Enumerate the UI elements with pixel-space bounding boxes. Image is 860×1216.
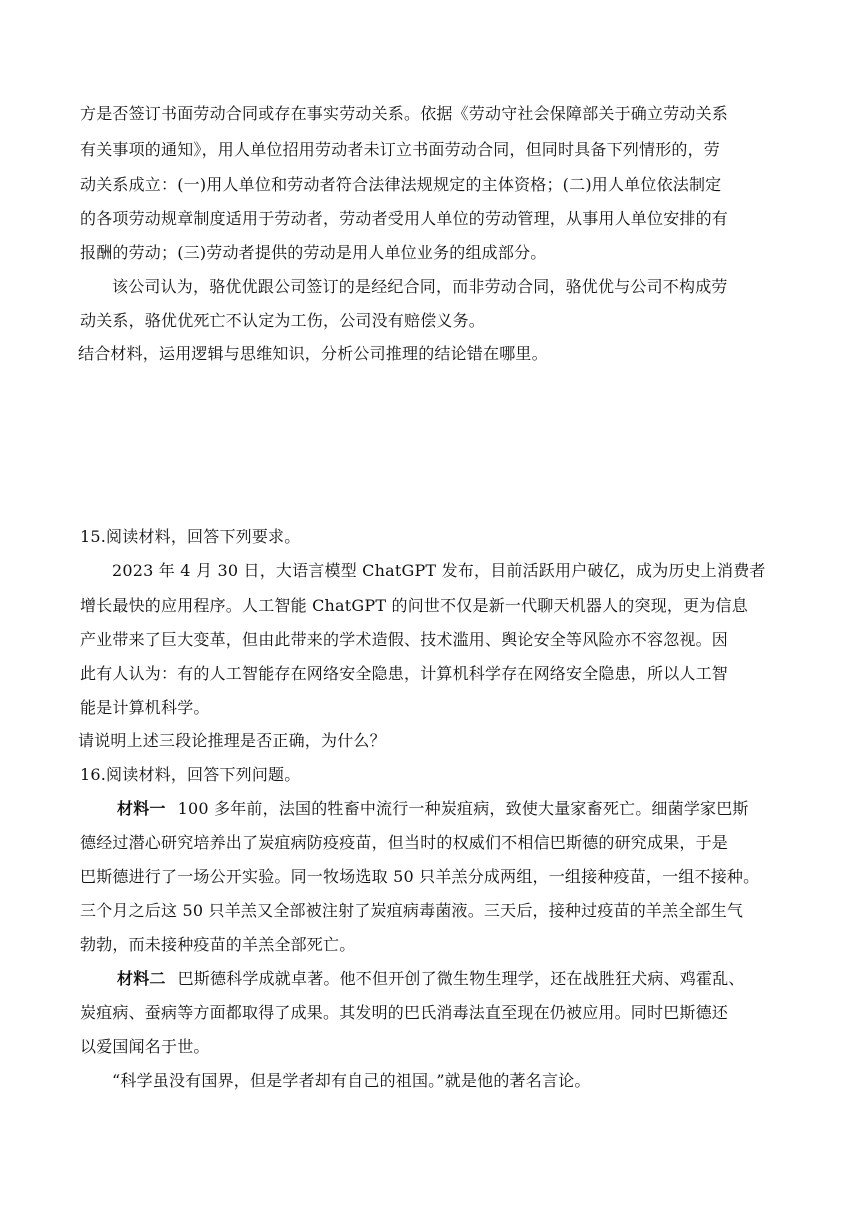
company-view-line: 该公司认为，骆优优跟公司签订的是经纪合同，而非劳动合同，骆优优与公司不构成劳 bbox=[112, 277, 728, 296]
material2-line: 以爱国闻名于世。 bbox=[80, 1037, 210, 1056]
material2-line: 炭疽病、蚕病等方面都取得了成果。其发明的巴氏消毒法直至现在仍被应用。同时巴斯德还 bbox=[80, 1003, 729, 1022]
material1-line: 巴斯德进行了一场公开实验。同一牧场选取 50 只羊羔分成两组，一组接种疫苗，一组不接种。 bbox=[80, 867, 760, 886]
company-view-line: 动关系，骆优优死亡不认定为工伤，公司没有赔偿义务。 bbox=[80, 311, 486, 330]
paragraph-line: 的各项劳动规章制度适用于劳动者，劳动者受用人单位的劳动管理，从事用人单位安排的有 bbox=[80, 209, 729, 228]
paragraph-line: 有关事项的通知》，用人单位招用劳动者未订立书面劳动合同，但同时具备下列情形的，劳 bbox=[80, 140, 721, 159]
paragraph-line: 报酬的劳动；(三)劳动者提供的劳动是用人单位业务的组成部分。 bbox=[80, 243, 547, 262]
q15-material-line: 2023 年 4 月 30 日，大语言模型 ChatGPT 发布，目前活跃用户破亿，成为历史上消费者 bbox=[112, 561, 766, 580]
material1-line: 三个月之后这 50 只羊羔又全部被注射了炭疽病毒菌液。三天后，接种过疫苗的羊羔全部生气 bbox=[80, 901, 744, 920]
question-15-heading: 15.阅读材料，回答下列要求。 bbox=[80, 527, 301, 546]
material1-line: 勃勃，而未接种疫苗的羊羔全部死亡。 bbox=[80, 935, 356, 954]
material1-first-line bbox=[117, 799, 749, 819]
q15-material-line: 增长最快的应用程序。人工智能 ChatGPT 的问世不仅是新一代聊天机器人的突现，更为信息 bbox=[80, 596, 748, 615]
material2-text: 巴斯德科学成就卓著。他不但开创了微生物生理学，还在战胜狂犬病、鸡霍乱、 bbox=[177, 969, 745, 988]
material2-label: 材料二 bbox=[117, 969, 166, 988]
q15-material-line: 产业带来了巨大变革，但由此带来的学术造假、技术滥用、舆论安全等风险亦不容忽视。因 bbox=[80, 630, 729, 649]
q15-material-line: 能是计算机科学。 bbox=[80, 698, 210, 717]
material1-text: 100 多年前，法国的牲畜中流行一种炭疽病，致使大量家畜死亡。细菌学家巴斯 bbox=[177, 799, 749, 818]
question-16-heading: 16.阅读材料，回答下列问题。 bbox=[80, 765, 301, 784]
question-text: 结合材料，运用逻辑与思维知识，分析公司推理的结论错在哪里。 bbox=[78, 344, 548, 363]
paragraph-line: 方是否签订书面劳动合同或存在事实劳动关系。依据《劳动守社会保障部关于确立劳动关系 bbox=[80, 104, 729, 123]
pasteur-quote: “科学虽没有国界，但是学者却有自己的祖国。”就是他的著名言论。 bbox=[112, 1071, 591, 1090]
paragraph-line: 动关系成立：(一)用人单位和劳动者符合法律法规规定的主体资格；(二)用人单位依法制定 bbox=[80, 175, 722, 194]
q15-question: 请说明上述三段论推理是否正确，为什么？ bbox=[78, 731, 386, 750]
material1-line: 德经过潜心研究培养出了炭疽病防疫疫苗，但当时的权威们不相信巴斯德的研究成果，于是 bbox=[80, 833, 729, 852]
material1-label: 材料一 bbox=[117, 799, 166, 818]
material2-first-line bbox=[117, 969, 745, 989]
q15-material-line: 此有人认为：有的人工智能存在网络安全隐患，计算机科学存在网络安全隐患，所以人工智 bbox=[80, 664, 729, 683]
